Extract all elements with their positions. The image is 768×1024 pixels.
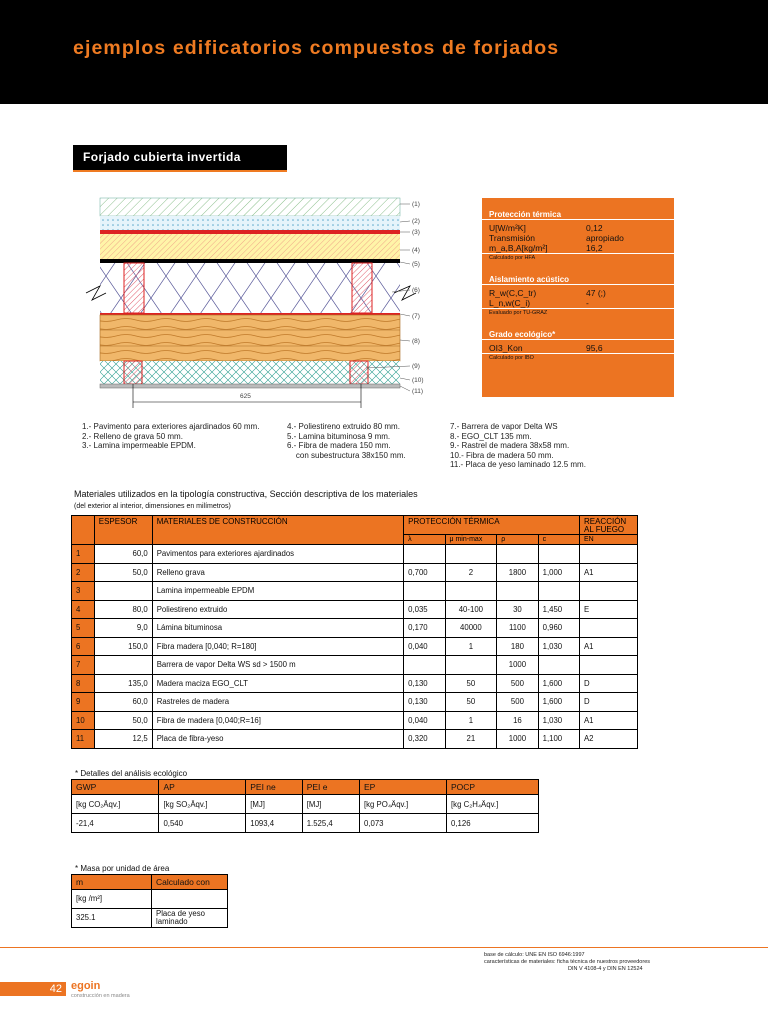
espesor-cell	[94, 582, 152, 601]
rho-cell	[497, 545, 538, 564]
mass-values-row	[72, 909, 228, 928]
callout-8: (8)	[412, 338, 420, 345]
rho-cell: 1000	[497, 656, 538, 675]
mass-unit	[152, 890, 228, 909]
rho-cell: 30	[497, 600, 538, 619]
espesor-cell: 60,0	[94, 545, 152, 564]
material-row	[72, 582, 638, 601]
lambda-cell: 0,130	[404, 693, 445, 712]
mu-cell	[445, 656, 497, 675]
c-cell: 1,000	[538, 563, 579, 582]
eco-row: OI3_Kon 95,6	[489, 343, 603, 353]
mass-value: 325.1	[72, 909, 152, 928]
intro-subline: (del exterior al interior, dimensiones en milímetros)	[74, 503, 231, 510]
construction-section-drawing	[76, 188, 436, 414]
row-number: 5	[72, 619, 95, 638]
legend-item: 6.- Fibra de madera 150 mm.	[287, 441, 391, 450]
col-en-header: EN	[579, 535, 637, 545]
row-number: 7	[72, 656, 95, 675]
calculation-basis	[484, 952, 650, 973]
lambda-cell: 0,040	[404, 637, 445, 656]
col-reaccion-header: REACCIÓN AL FUEGO	[579, 516, 637, 535]
en-cell: A1	[579, 711, 637, 730]
properties-panel	[482, 198, 674, 397]
mass-table	[71, 874, 228, 928]
material-cell: Barrera de vapor Delta WS sd > 1500 m	[152, 656, 403, 675]
legend-item: 7.- Barrera de vapor Delta WS	[450, 422, 558, 431]
en-cell	[579, 582, 637, 601]
row-number: 9	[72, 693, 95, 712]
espesor-cell	[94, 656, 152, 675]
eco-title: Grado ecológico*	[482, 330, 674, 340]
eco-value: 0,126	[447, 814, 539, 833]
rho-cell: 500	[497, 693, 538, 712]
rho-cell: 1100	[497, 619, 538, 638]
en-cell: D	[579, 674, 637, 693]
c-cell: 1,030	[538, 711, 579, 730]
material-cell: Poliestireno extruido	[152, 600, 403, 619]
col-lambda-header: λ	[404, 535, 445, 545]
en-cell: D	[579, 693, 637, 712]
c-cell: 1,450	[538, 600, 579, 619]
en-cell: A1	[579, 637, 637, 656]
legend-item: 11.- Placa de yeso laminado 12.5 mm.	[450, 460, 586, 469]
material-cell: Fibra de madera [0,040;R=16]	[152, 711, 403, 730]
mu-cell: 40-100	[445, 600, 497, 619]
acoustic-title: Aislamiento acústico	[482, 275, 674, 285]
material-cell: Rastreles de madera	[152, 693, 403, 712]
rho-cell	[497, 582, 538, 601]
legend-column-3	[450, 422, 586, 470]
legend-item: 3.- Lamina impermeable EPDM.	[82, 441, 196, 450]
legend-item: 10.- Fibra de madera 50 mm.	[450, 450, 554, 460]
row-number: 1	[72, 545, 95, 564]
material-row	[72, 711, 638, 730]
material-cell: Placa de fibra-yeso	[152, 730, 403, 749]
eco-value: 1.525,4	[302, 814, 359, 833]
eco-values-row	[72, 814, 539, 833]
mu-cell: 50	[445, 693, 497, 712]
lambda-cell: 0,170	[404, 619, 445, 638]
eco-header: POCP	[447, 780, 539, 795]
legend-item: 2.- Relleno de grava 50 mm.	[82, 431, 183, 441]
legend-column-1	[82, 422, 259, 451]
basis-line: DIN V 4108-4 y DIN EN 12524	[568, 966, 643, 972]
brand-tagline: construcción en madera	[71, 993, 130, 999]
col-c-header: c	[538, 535, 579, 545]
c-cell	[538, 545, 579, 564]
en-cell: A2	[579, 730, 637, 749]
eco-unit: [kg C₂H₄Äqv.]	[447, 795, 539, 814]
callout-4: (4)	[412, 247, 420, 254]
col-mu-header: μ min-max	[445, 535, 497, 545]
rho-cell: 16	[497, 711, 538, 730]
en-cell	[579, 545, 637, 564]
legend-item: 4.- Poliestireno extruido 80 mm.	[287, 422, 400, 431]
eco-unit: [kg CO₂Äqv.]	[72, 795, 159, 814]
eco-header: EP	[359, 780, 446, 795]
c-cell: 0,960	[538, 619, 579, 638]
eco-units-row	[72, 795, 539, 814]
en-cell: E	[579, 600, 637, 619]
espesor-cell: 80,0	[94, 600, 152, 619]
eco-analysis-table	[71, 779, 539, 833]
thermal-title: Protección térmica	[482, 210, 674, 220]
espesor-cell: 50,0	[94, 711, 152, 730]
footer-rule	[0, 947, 768, 948]
eco-unit: [MJ]	[246, 795, 302, 814]
col-proteccion-header: PROTECCIÓN TÉRMICA	[404, 516, 580, 535]
eco-unit: [kg PO₄Äqv.]	[359, 795, 446, 814]
en-cell: A1	[579, 563, 637, 582]
col-materiales-header: MATERIALES DE CONSTRUCCIÓN	[152, 516, 403, 545]
lambda-cell: 0,040	[404, 711, 445, 730]
row-number: 6	[72, 637, 95, 656]
espesor-cell: 150,0	[94, 637, 152, 656]
mass-method: Placa de yeso laminado	[152, 909, 228, 928]
material-row	[72, 730, 638, 749]
material-cell: Pavimentos para exteriores ajardinados	[152, 545, 403, 564]
material-cell: Lámina bituminosa	[152, 619, 403, 638]
material-cell: Madera maciza EGO_CLT	[152, 674, 403, 693]
col-rho-header: ρ	[497, 535, 538, 545]
en-cell	[579, 619, 637, 638]
callout-9: (9)	[412, 363, 420, 370]
thermal-row: U[W/m²K] 0,12	[489, 223, 603, 233]
mu-cell	[445, 582, 497, 601]
material-row	[72, 656, 638, 675]
rho-cell: 1000	[497, 730, 538, 749]
material-row	[72, 600, 638, 619]
material-cell: Relleno grava	[152, 563, 403, 582]
material-cell: Lamina impermeable EPDM	[152, 582, 403, 601]
lambda-cell: 0,320	[404, 730, 445, 749]
material-row	[72, 619, 638, 638]
espesor-cell: 12,5	[94, 730, 152, 749]
callout-1: (1)	[412, 201, 420, 208]
legend-item: 5.- Lamina bituminosa 9 mm.	[287, 431, 391, 441]
page-number: 42	[0, 982, 66, 996]
mass-header: m	[72, 875, 152, 890]
col-espesor-header: ESPESOR	[94, 516, 152, 545]
callout-10: (10)	[412, 377, 424, 384]
mu-cell	[445, 545, 497, 564]
mu-cell: 2	[445, 563, 497, 582]
rho-cell: 500	[497, 674, 538, 693]
mu-cell: 40000	[445, 619, 497, 638]
legend-item: con subestructura 38x150 mm.	[287, 450, 406, 460]
c-cell	[538, 656, 579, 675]
dimension-label: 625	[240, 393, 251, 400]
eco-header: AP	[159, 780, 246, 795]
callout-7: (7)	[412, 313, 420, 320]
mass-header: Calculado con	[152, 875, 228, 890]
row-number: 8	[72, 674, 95, 693]
rho-cell: 180	[497, 637, 538, 656]
callout-5: (5)	[412, 261, 420, 268]
mass-units-row	[72, 890, 228, 909]
legend-column-2	[287, 422, 406, 460]
lambda-cell	[404, 545, 445, 564]
basis-line: características de materiales: ficha técnica de nuestros proveedores	[484, 959, 650, 965]
eco-value: 0,540	[159, 814, 246, 833]
legend-item: 9.- Rastrel de madera 38x58 mm.	[450, 441, 570, 450]
callout-6: (6)	[412, 287, 420, 294]
eco-header: PEI e	[302, 780, 359, 795]
eco-header: PEI ne	[246, 780, 302, 795]
material-cell: Fibra madera [0,040; R=180]	[152, 637, 403, 656]
callout-11: (11)	[412, 388, 424, 395]
page-title: ejemplos edificatorios compuestos de forjados	[73, 37, 560, 59]
mu-cell: 1	[445, 637, 497, 656]
espesor-cell: 9,0	[94, 619, 152, 638]
lambda-cell	[404, 582, 445, 601]
material-row	[72, 637, 638, 656]
callout-3: (3)	[412, 229, 420, 236]
material-row	[72, 563, 638, 582]
espesor-cell: 50,0	[94, 563, 152, 582]
eco-unit: [kg SO₂Äqv.]	[159, 795, 246, 814]
section-label: Forjado cubierta invertida	[73, 145, 287, 172]
materials-intro	[74, 489, 418, 512]
row-number: 10	[72, 711, 95, 730]
mu-cell: 50	[445, 674, 497, 693]
acoustic-row: R_w(C,C_tr) 47 (;)	[489, 288, 606, 298]
eco-value: -21,4	[72, 814, 159, 833]
page-header	[0, 0, 768, 104]
c-cell	[538, 582, 579, 601]
basis-line: base de cálculo: UNE EN ISO 6946:1997	[484, 952, 585, 958]
materials-table	[71, 515, 638, 749]
row-number: 4	[72, 600, 95, 619]
espesor-cell: 135,0	[94, 674, 152, 693]
acoustic-row: L_n,w(C_i) -	[489, 298, 589, 308]
eco-value: 0,073	[359, 814, 446, 833]
material-row	[72, 693, 638, 712]
eco-header: GWP	[72, 780, 159, 795]
intro-line: Materiales utilizados en la tipología constructiva, Sección descriptiva de los materiales	[74, 489, 418, 499]
en-cell	[579, 656, 637, 675]
row-number: 11	[72, 730, 95, 749]
c-cell: 1,600	[538, 693, 579, 712]
eco-unit: [MJ]	[302, 795, 359, 814]
mass-unit: [kg /m²]	[72, 890, 152, 909]
thermal-row: Transmisión apropiado	[489, 233, 624, 243]
lambda-cell	[404, 656, 445, 675]
mu-cell: 1	[445, 711, 497, 730]
c-cell: 1,030	[538, 637, 579, 656]
legend-item: 8.- EGO_CLT 135 mm.	[450, 431, 532, 441]
material-row	[72, 674, 638, 693]
col-number-header	[72, 516, 95, 545]
row-number: 3	[72, 582, 95, 601]
espesor-cell: 60,0	[94, 693, 152, 712]
mass-label: * Masa por unidad de área	[75, 864, 170, 873]
rho-cell: 1800	[497, 563, 538, 582]
lambda-cell: 0,035	[404, 600, 445, 619]
mu-cell: 21	[445, 730, 497, 749]
eco-note: Calculado por IBO	[482, 353, 674, 365]
acoustic-note: Evaluado por TU-GRAZ	[482, 308, 674, 320]
legend-item: 1.- Pavimento para exteriores ajardinados 60 mm.	[82, 422, 260, 431]
eco-value: 1093,4	[246, 814, 302, 833]
brand-logo: egoin	[71, 980, 101, 992]
material-row	[72, 545, 638, 564]
c-cell: 1,100	[538, 730, 579, 749]
thermal-row: m_a,B,A[kg/m²] 16,2	[489, 243, 603, 253]
lambda-cell: 0,700	[404, 563, 445, 582]
c-cell: 1,600	[538, 674, 579, 693]
row-number: 2	[72, 563, 95, 582]
thermal-note: Calculado por HFA	[482, 253, 674, 265]
lambda-cell: 0,130	[404, 674, 445, 693]
eco-analysis-label: * Detalles del análisis ecológico	[75, 769, 188, 778]
callout-2: (2)	[412, 218, 420, 225]
